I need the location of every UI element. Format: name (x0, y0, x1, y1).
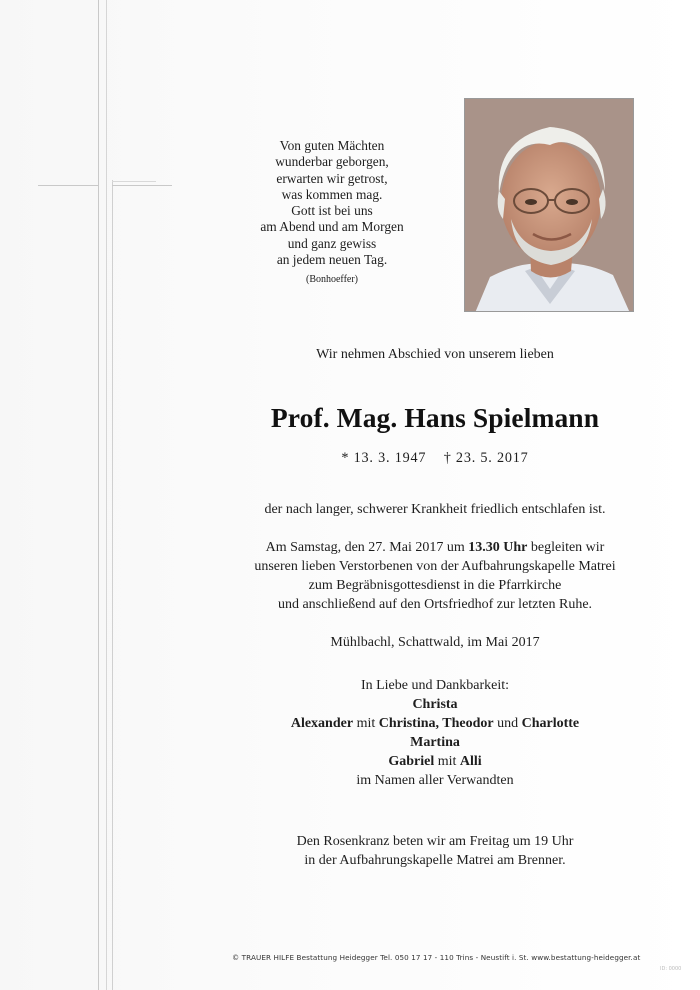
life-dates (180, 450, 690, 467)
funeral-prefix: Am Samstag, den 27. Mai 2017 um (265, 540, 469, 555)
family-name: Alli (459, 754, 482, 769)
cross-horizontal-left (38, 185, 98, 186)
passing-text: der nach langer, schwerer Krankheit friedlich entschlafen ist. (264, 502, 606, 517)
family-signature (180, 676, 690, 790)
family-name: Charlotte (521, 716, 580, 731)
poem (232, 138, 432, 289)
place-date: Mühlbachl, Schattwald, im Mai 2017 (330, 635, 540, 650)
family-name: Martina (410, 735, 460, 750)
deceased-name: Prof. Mag. Hans Spielmann (270, 402, 600, 433)
family-name: Christina, Theodor (378, 716, 494, 731)
family-name: Alexander (290, 716, 354, 731)
funeral-line-1 (180, 538, 690, 557)
family-intro: In Liebe und Dankbarkeit: (360, 678, 510, 693)
poem-line: und ganz gewiss (287, 235, 377, 251)
family-connector: und (493, 716, 522, 731)
intro-text: Wir nehmen Abschied von unserem lieben (316, 347, 554, 362)
family-line-2 (180, 714, 690, 733)
poem-line: Gott ist bei uns (291, 203, 373, 219)
cross-vertical-line (98, 0, 99, 990)
funeral-line-2: unseren lieben Verstorbenen von der Aufbahrungskapelle Matrei (254, 559, 616, 574)
poem-line: am Abend und am Morgen (260, 219, 404, 235)
family-wife: Christa (412, 697, 458, 712)
poem-source: (Bonhoeffer) (305, 274, 359, 286)
death-date: † 23. 5. 2017 (443, 450, 529, 466)
family-closing: im Namen aller Verwandten (356, 773, 514, 788)
cross-vertical-line-2 (106, 0, 107, 990)
funeral-time: 13.30 Uhr (468, 540, 528, 555)
family-line-4 (180, 752, 690, 771)
poem-line: erwarten wir getrost, (276, 170, 388, 186)
poem-line: Von guten Mächten (279, 138, 385, 153)
cross-horizontal-right (112, 185, 172, 186)
family-name: Gabriel (388, 754, 435, 769)
family-connector: mit (353, 716, 379, 731)
funeral-line-4: und anschließend auf den Ortsfriedhof zur letzten Ruhe. (277, 597, 593, 612)
watermark-id: ID: 0000 (660, 966, 682, 972)
poem-line: wunderbar geborgen, (275, 154, 389, 170)
cross-horizontal-right-2 (112, 181, 156, 182)
poem-line: an jedem neuen Tag. (276, 252, 388, 268)
rosary-line-1: Den Rosenkranz beten wir am Freitag um 19 Uhr (296, 834, 574, 849)
rosary-notice (180, 832, 690, 870)
footer-imprint: © TRAUER HILFE Bestattung Heidegger Tel. 050 17 17 - 110 Trins - Neustift i. St. www.bestattung-heidegger.at (232, 953, 641, 962)
poem-line: was kommen mag. (281, 186, 383, 202)
portrait-illustration (465, 99, 634, 312)
cross-vertical-line-3 (112, 180, 113, 990)
funeral-details (180, 538, 690, 614)
family-connector: mit (434, 754, 460, 769)
rosary-line-2: in der Aufbahrungskapelle Matrei am Brenner. (304, 853, 566, 868)
funeral-line-3: zum Begräbnisgottesdienst in die Pfarrkirche (308, 578, 562, 593)
birth-date: * 13. 3. 1947 (341, 450, 427, 466)
funeral-suffix: begleiten wir (527, 540, 605, 555)
portrait-photo (464, 98, 634, 312)
